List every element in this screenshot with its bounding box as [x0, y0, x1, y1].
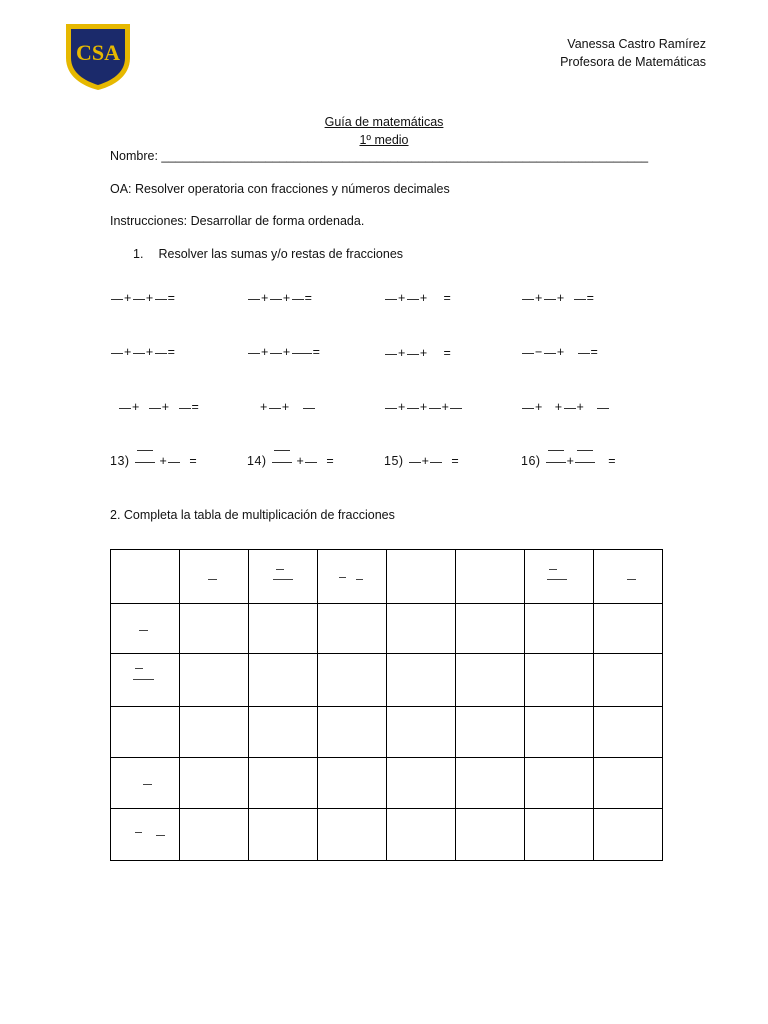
- operator-symbol: +: [421, 454, 430, 468]
- operator-symbol: =: [167, 345, 176, 359]
- exercise-13: [110, 454, 197, 468]
- answer-cell[interactable]: [249, 809, 318, 861]
- exercise-12: [521, 400, 610, 414]
- answer-cell[interactable]: [387, 654, 456, 707]
- instructions-text: Instrucciones: Desarrollar de forma ordenada.: [110, 214, 365, 228]
- operator-symbol: 13): [110, 454, 130, 468]
- fraction-blank: [577, 347, 591, 359]
- exercise-4: [521, 291, 594, 305]
- operator-symbol: +: [145, 345, 154, 359]
- operator-symbol: =: [590, 345, 599, 359]
- corner-cell: [111, 550, 180, 604]
- fraction-blank: [134, 456, 156, 468]
- operator-symbol: +: [556, 345, 565, 359]
- name-field[interactable]: Nombre: ______________________________________________________________________: [110, 149, 649, 163]
- answer-cell[interactable]: [180, 758, 249, 809]
- fraction-blank: [132, 347, 146, 359]
- answer-cell[interactable]: [387, 604, 456, 654]
- fraction-blank: [406, 348, 420, 360]
- header-cell: [594, 550, 663, 604]
- row-header-cell: [111, 707, 180, 758]
- operator-symbol: +: [261, 291, 269, 305]
- answer-cell[interactable]: [594, 707, 663, 758]
- fraction-blank: [428, 402, 442, 414]
- row-header-cell: [111, 809, 180, 861]
- operator-symbol: +: [145, 291, 154, 305]
- title-line-2: 1º medio: [359, 133, 409, 147]
- fraction-blank: [406, 402, 420, 414]
- operator-symbol: +: [398, 291, 406, 305]
- answer-cell[interactable]: [318, 707, 387, 758]
- exercise-15: [384, 454, 459, 468]
- answer-cell[interactable]: [594, 604, 663, 654]
- operator-symbol: =: [191, 400, 200, 414]
- operator-symbol: +: [282, 345, 291, 359]
- fraction-blank: [178, 402, 192, 414]
- answer-cell[interactable]: [249, 707, 318, 758]
- exercise-5: [110, 345, 175, 359]
- operator-symbol: +: [398, 400, 406, 414]
- fraction-blank: [521, 402, 535, 414]
- operator-symbol: =: [312, 345, 321, 359]
- row-header-cell: [111, 604, 180, 654]
- fraction-blank: [110, 293, 124, 305]
- exercise-2: [247, 291, 312, 305]
- exercise-9: [118, 400, 199, 414]
- answer-cell[interactable]: [525, 654, 594, 707]
- answer-cell[interactable]: [594, 809, 663, 861]
- operator-symbol: +: [441, 400, 450, 414]
- exercise-16: [521, 454, 616, 468]
- fraction-blank: [269, 293, 283, 305]
- fraction-blank: [167, 456, 181, 468]
- answer-cell[interactable]: [525, 758, 594, 809]
- operator-symbol: 14): [247, 454, 267, 468]
- operator-symbol: +: [419, 346, 428, 360]
- operator-symbol: =: [586, 291, 595, 305]
- fraction-blank: [406, 293, 420, 305]
- answer-cell[interactable]: [456, 809, 525, 861]
- teacher-role: Profesora de Matemáticas: [560, 55, 706, 69]
- fraction-blank: [521, 347, 535, 359]
- table-row: [111, 654, 663, 707]
- operator-symbol: 16): [521, 454, 541, 468]
- exercise-6: [247, 345, 320, 359]
- section-2-heading: 2. Completa la tabla de multiplicación de fracciones: [110, 508, 395, 522]
- answer-cell[interactable]: [525, 707, 594, 758]
- answer-cell[interactable]: [318, 809, 387, 861]
- exercise-7: [384, 346, 451, 360]
- section-1-text: Resolver las sumas y/o restas de fracciones: [158, 247, 404, 261]
- operator-symbol: =: [608, 454, 617, 468]
- header-cell: [456, 550, 525, 604]
- fraction-blank: [269, 347, 283, 359]
- answer-cell[interactable]: [318, 604, 387, 654]
- operator-symbol: +: [556, 291, 565, 305]
- fraction-blank: [291, 347, 313, 359]
- operator-symbol: 15): [384, 454, 404, 468]
- fraction-blank: [543, 293, 557, 305]
- answer-cell[interactable]: [387, 809, 456, 861]
- title-line-1: Guía de matemáticas: [324, 115, 444, 129]
- fraction-blank: [271, 456, 293, 468]
- worksheet-title: [0, 113, 768, 149]
- answer-cell[interactable]: [249, 758, 318, 809]
- fraction-blank: [148, 402, 162, 414]
- svg-text:CSA: CSA: [75, 40, 121, 65]
- operator-symbol: +: [261, 345, 269, 359]
- fraction-blank: [291, 293, 305, 305]
- operator-symbol: +: [535, 400, 543, 414]
- answer-cell[interactable]: [180, 604, 249, 654]
- header-cell: [318, 550, 387, 604]
- fraction-blank: [573, 293, 587, 305]
- operator-symbol: +: [132, 400, 140, 414]
- answer-cell[interactable]: [318, 654, 387, 707]
- fraction-blank: [543, 347, 557, 359]
- operator-symbol: +: [398, 346, 406, 360]
- row-header-cell: [111, 758, 180, 809]
- operator-symbol: −: [535, 345, 543, 359]
- teacher-info: [560, 35, 706, 71]
- answer-cell[interactable]: [456, 758, 525, 809]
- operator-symbol: +: [419, 400, 428, 414]
- operator-symbol: =: [443, 346, 452, 360]
- answer-cell[interactable]: [249, 654, 318, 707]
- exercise-10: [260, 400, 316, 414]
- operator-symbol: +: [282, 291, 291, 305]
- operator-symbol: +: [576, 400, 585, 414]
- exercise-14: [247, 454, 334, 468]
- operator-symbol: +: [419, 291, 428, 305]
- operator-symbol: +: [296, 454, 305, 468]
- answer-cell[interactable]: [594, 654, 663, 707]
- section-1-heading: [133, 247, 403, 261]
- fraction-blank: [247, 293, 261, 305]
- header-cell: [525, 550, 594, 604]
- answer-cell[interactable]: [318, 758, 387, 809]
- section-1-number: 1.: [133, 247, 144, 261]
- fraction-blank: [154, 347, 168, 359]
- answer-cell[interactable]: [525, 809, 594, 861]
- row-header-cell: [111, 654, 180, 707]
- fraction-blank: [247, 347, 261, 359]
- answer-cell[interactable]: [594, 758, 663, 809]
- fraction-blank: [268, 402, 282, 414]
- fraction-blank: [384, 402, 398, 414]
- teacher-name: Vanessa Castro Ramírez: [567, 37, 706, 51]
- table-row: [111, 604, 663, 654]
- fraction-blank: [563, 402, 577, 414]
- fraction-blank: [132, 293, 146, 305]
- fraction-blank: [521, 293, 535, 305]
- answer-cell[interactable]: [180, 654, 249, 707]
- operator-symbol: =: [167, 291, 176, 305]
- operator-symbol: +: [124, 345, 132, 359]
- operator-symbol: =: [326, 454, 335, 468]
- fraction-blank: [302, 402, 316, 414]
- exercise-1: [110, 291, 175, 305]
- answer-cell[interactable]: [249, 604, 318, 654]
- fraction-blank: [304, 456, 318, 468]
- answer-cell[interactable]: [456, 707, 525, 758]
- answer-cell[interactable]: [180, 809, 249, 861]
- operator-symbol: +: [281, 400, 290, 414]
- answer-cell[interactable]: [456, 654, 525, 707]
- exercise-8: [521, 345, 598, 359]
- fraction-blank: [596, 402, 610, 414]
- operator-symbol: =: [451, 454, 460, 468]
- answer-cell[interactable]: [180, 707, 249, 758]
- fraction-blank: [574, 456, 596, 468]
- table-row: [111, 758, 663, 809]
- fraction-blank: [384, 293, 398, 305]
- answer-cell[interactable]: [456, 604, 525, 654]
- operator-symbol: +: [566, 454, 575, 468]
- operator-symbol: +: [535, 291, 543, 305]
- header-cell: [249, 550, 318, 604]
- exercise-3: [384, 291, 451, 305]
- fraction-blank: [408, 456, 422, 468]
- fraction-blank: [118, 402, 132, 414]
- header-cell: [387, 550, 456, 604]
- fraction-blank: [545, 456, 567, 468]
- operator-symbol: +: [554, 400, 563, 414]
- multiplication-table: [110, 549, 663, 861]
- answer-cell[interactable]: [525, 604, 594, 654]
- school-crest-logo: [62, 20, 134, 92]
- objective-text: OA: Resolver operatoria con fracciones y números decimales: [110, 182, 450, 196]
- operator-symbol: +: [124, 291, 132, 305]
- fraction-blank: [154, 293, 168, 305]
- table-header-row: [111, 550, 663, 604]
- operator-symbol: =: [443, 291, 452, 305]
- exercise-11: [384, 400, 463, 414]
- table-row: [111, 707, 663, 758]
- answer-cell[interactable]: [387, 758, 456, 809]
- fraction-blank: [110, 347, 124, 359]
- operator-symbol: +: [159, 454, 168, 468]
- table-row: [111, 809, 663, 861]
- fraction-blank: [449, 402, 463, 414]
- header-cell: [180, 550, 249, 604]
- answer-cell[interactable]: [387, 707, 456, 758]
- operator-symbol: =: [189, 454, 198, 468]
- operator-symbol: =: [304, 291, 313, 305]
- operator-symbol: +: [260, 400, 268, 414]
- fraction-blank: [384, 348, 398, 360]
- fraction-blank: [429, 456, 443, 468]
- operator-symbol: +: [161, 400, 170, 414]
